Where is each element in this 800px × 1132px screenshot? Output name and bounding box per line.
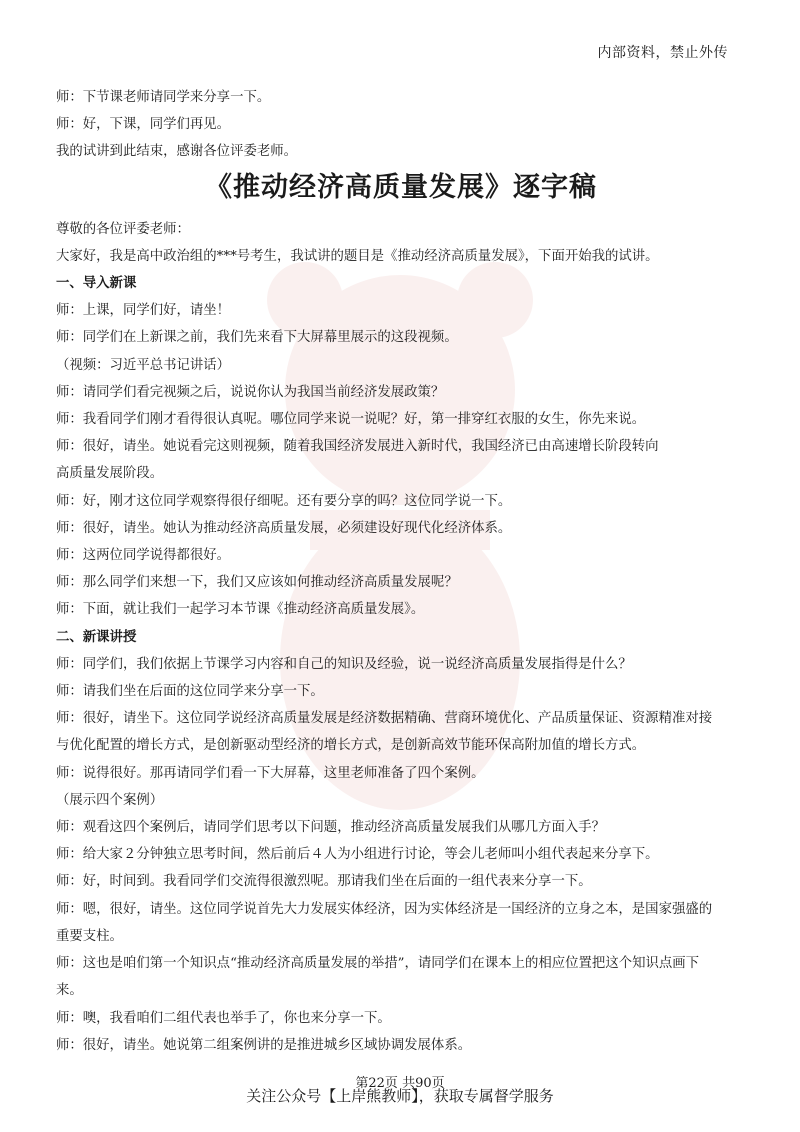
body-line: （展示四个案例）: [56, 792, 164, 808]
body-line: 师：同学们，我们依据上节课学习内容和自己的知识及经验，说一说经济高质量发展指得是什么？: [56, 656, 632, 672]
body-line: 师：下面，就让我们一起学习本节课《推动经济高质量发展》。: [56, 602, 425, 618]
page-number: 第22页 共90页: [355, 1076, 445, 1091]
body-line: 与优化配置的增长方式，是创新驱动型经济的增长方式，是创新高效节能环保高附加值的增长方式。: [56, 738, 646, 754]
body-line: 师：观看这四个案例后，请同学们思考以下问题，推动经济高质量发展我们从哪几方面入手？: [56, 820, 606, 836]
intro-line: 师：下节课老师请同学来分享一下。: [56, 90, 271, 105]
section-heading: 一、导入新课: [56, 276, 137, 292]
intro-line: 我的试讲到此结束，感谢各位评委老师。: [56, 144, 298, 160]
body-line: 高质量发展阶段。: [56, 466, 164, 482]
body-line: 师：很好，请坐。她说第二组案例讲的是推进城乡区域协调发展体系。: [56, 1037, 472, 1053]
body-line: 师：很好，请坐下。这位同学说经济高质量发展是经济数据精确、营商环境优化、产品质量保证、资源精准对接: [56, 711, 713, 727]
body-line: 师：那么同学们来想一下，我们又应该如何推动经济高质量发展呢？: [56, 575, 458, 591]
section-heading: 二、新课讲授: [56, 629, 137, 645]
body-line: 来。: [56, 983, 83, 999]
body-line: 师：很好，请坐。她说看完这则视频，随着我国经济发展进入新时代，我国经济已由高速增长阶段转向: [56, 439, 659, 455]
body-line: 师：请同学们看完视频之后，说说你认为我国当前经济发展政策？: [56, 384, 445, 400]
document-title: 《推动经济高质量发展》逐字稿: [205, 171, 597, 203]
body-line: 师：这也是咱们第一个知识点“推动经济高质量发展的举措”，请同学们在课本上的相应位置把这个知识点画下: [56, 956, 700, 972]
body-line: 师：好，刚才这位同学观察得很仔细呢。还有要分享的吗？这位同学说一下。: [56, 493, 512, 509]
body-line: 师：请我们坐在后面的这位同学来分享一下。: [56, 684, 324, 700]
body-line: 重要支柱。: [56, 928, 123, 944]
body-line: 师：上课，同学们好，请坐！: [56, 303, 231, 319]
body-line: 师：说得很好。那再请同学们看一下大屏幕，这里老师准备了四个案例。: [56, 765, 485, 781]
greeting-line: 尊敬的各位评委老师：: [56, 221, 190, 237]
body-line: 师：这两位同学说得都很好。: [56, 548, 231, 564]
intro-line: 师：好，下课，同学们再见。: [56, 117, 231, 133]
body-line: 师：好，时间到。我看同学们交流得很激烈呢。那请我们坐在后面的一组代表来分享一下。: [56, 874, 592, 890]
body-line: 师：嗯，很好，请坐。这位同学说首先大力发展实体经济，因为实体经济是一国经济的立身之本，是国家强盛的: [56, 901, 713, 917]
confidential-note: 内部资料，禁止外传: [597, 45, 728, 61]
promo-footer: 关注公众号【上岸熊教师】，获取专属督学服务: [246, 1087, 554, 1105]
body-line: 师：我看同学们刚才看得很认真呢。哪位同学来说一说呢？好，第一排穿红衣服的女生，你先来说。: [56, 412, 646, 428]
body-line: 师：很好，请坐。她认为推动经济高质量发展，必须建设好现代化经济体系。: [56, 520, 512, 536]
body-line: 师：同学们在上新课之前，我们先来看下大屏幕里展示的这段视频。: [56, 330, 458, 346]
body-line: 师：给大家２分钟独立思考时间，然后前后４人为小组进行讨论，等会儿老师叫小组代表起来分享下。: [56, 847, 659, 863]
body-line: 师：噢，我看咱们二组代表也举手了，你也来分享一下。: [56, 1010, 391, 1026]
body-line: （视频：习近平总书记讲话）: [56, 357, 231, 373]
body-line: 大家好，我是高中政治组的***号考生，我试讲的题目是《推动经济高质量发展》，下面开始我的试讲。: [56, 248, 659, 264]
document-body: [56, 84, 746, 1059]
